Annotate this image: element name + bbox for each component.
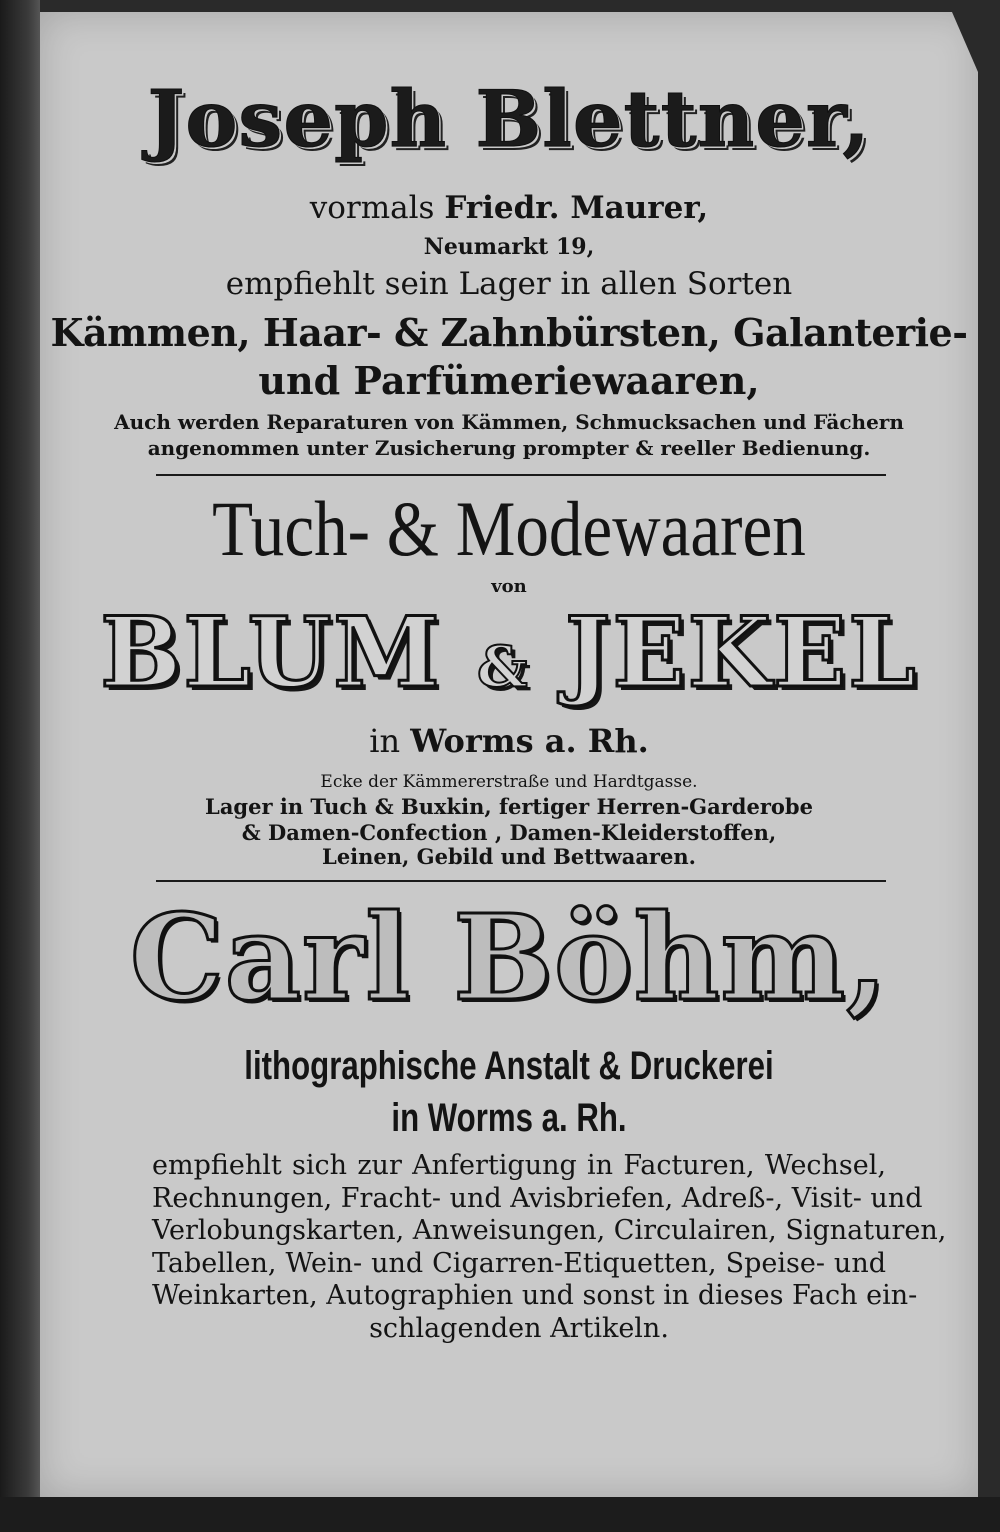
blettner-former-owner — [40, 190, 978, 226]
blum-jekel-corner: Ecke der Kämmererstraße und Hardtgasse. — [320, 772, 698, 792]
boehm-body-line: Tabellen, Wein- und Cigarren-Etiquetten, Speise- und — [152, 1247, 886, 1279]
firm-part-blum: BLUM — [100, 596, 442, 709]
boehm-body-line: Weinkarten, Autographien und sonst in dieses Fach ein- — [152, 1280, 918, 1311]
boehm-body-line: empfiehlt sich zur Anfertigung in Facturen, Wechsel, — [152, 1150, 886, 1181]
blum-jekel-headline: Tuch- & Modewaaren — [212, 485, 806, 572]
blettner-goods-line1: Kämmen, Haar- & Zahnbürsten, Galanterie- — [50, 310, 968, 355]
blettner-goods-line2: und Parfümeriewaaren, — [258, 358, 760, 403]
blum-jekel-line1: Lager in Tuch & Buxkin, fertiger Herren-Garderobe — [205, 794, 813, 819]
page-corner-fold — [952, 12, 978, 72]
blettner-note-line2: angenommen unter Zusicherung prompter & reeller Bedienung. — [147, 436, 871, 460]
blum-jekel-line3: Leinen, Gebild und Bettwaaren. — [322, 844, 696, 869]
boehm-body-line: Verlobungskarten, Anweisungen, Circulairen, Signaturen, — [152, 1215, 947, 1246]
blettner-name: Joseph Blettner, — [147, 74, 871, 165]
blum-jekel-town: Worms a. Rh. — [410, 722, 649, 760]
blettner-recommends: empfiehlt sein Lager in allen Sorten — [225, 266, 793, 302]
boehm-body-line: schlagenden Artikeln. — [369, 1312, 669, 1344]
blettner-note-line1: Auch werden Reparaturen von Kämmen, Schmucksachen und Fächern — [114, 410, 904, 434]
boehm-body-line: Rechnungen, Fracht- und Avisbriefen, Adreß-, Visit- und — [152, 1182, 923, 1214]
page — [40, 12, 978, 1497]
divider-rule — [156, 880, 886, 882]
blum-jekel-in: in — [369, 722, 401, 760]
boehm-subtitle-line2: in Worms a. Rh. — [391, 1096, 627, 1140]
page-bottom-edge — [0, 1497, 1000, 1532]
blettner-former-label: vormals — [309, 190, 435, 226]
blum-jekel-location — [40, 722, 978, 760]
boehm-subtitle-line1: lithographische Anstalt & Druckerei — [244, 1044, 774, 1088]
boehm-body — [152, 1150, 947, 1345]
blum-jekel-line2: & Damen-Confection , Damen-Kleiderstoffen, — [241, 820, 777, 845]
firm-ampersand: & — [477, 634, 530, 700]
divider-rule — [156, 474, 886, 476]
blettner-former-name: Friedr. Maurer, — [444, 190, 709, 226]
blettner-address: Neumarkt 19, — [423, 234, 595, 260]
blum-jekel-firm-name — [40, 596, 978, 709]
firm-part-jekel: JEKEL — [565, 596, 918, 709]
book-spine — [0, 0, 40, 1532]
boehm-name: Carl Böhm, — [129, 888, 889, 1027]
blum-jekel-von: von — [491, 576, 527, 597]
